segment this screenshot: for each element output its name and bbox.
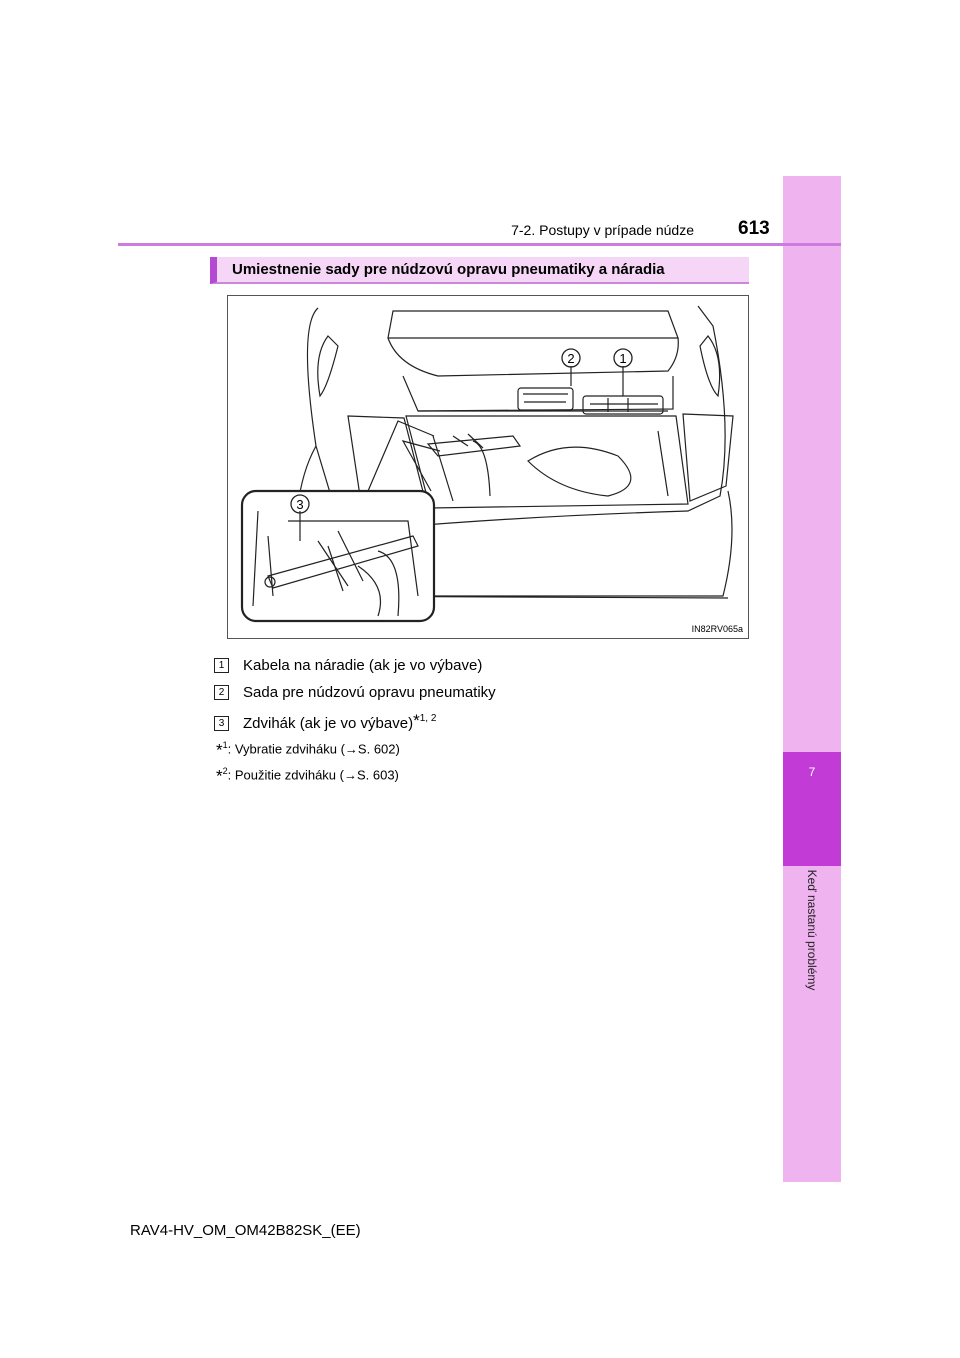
legend-item (214, 657, 482, 677)
callout-label-2: 2 (567, 351, 575, 366)
footnote-text: : Vybratie zdviháku (→S. 602) (227, 741, 400, 757)
legend-item (214, 711, 436, 731)
footnote-star: * (216, 740, 223, 760)
legend-text: Sada pre núdzovú opravu pneumatiky (243, 684, 496, 701)
legend-number: 2 (214, 685, 229, 700)
footnote (216, 766, 399, 786)
section-header: 7-2. Postupy v prípade núdze (511, 222, 694, 238)
legend-text: Kabela na náradie (ak je vo výbave) (243, 657, 483, 674)
trunk-drawing (228, 296, 748, 638)
footnote-number: 2 (222, 766, 228, 776)
callout-label-3: 3 (296, 497, 304, 512)
page-number: 613 (738, 218, 770, 239)
chapter-title: Keď nastanú problémy (805, 869, 819, 991)
section-heading-bar (210, 257, 749, 284)
figure-code: IN82RV065a (691, 624, 743, 634)
legend-item (214, 684, 496, 704)
callout-label-1: 1 (619, 351, 627, 366)
header-rule (118, 243, 841, 246)
legend-number: 1 (214, 658, 229, 673)
footnote-star: * (216, 766, 223, 786)
section-heading: Umiestnenie sady pre núdzovú opravu pneumatiky a náradia (232, 261, 665, 278)
footnote-text: : Použitie zdviháku (→S. 603) (227, 767, 399, 783)
footnote-star: * (413, 711, 420, 730)
chapter-side-tab (783, 176, 841, 1182)
footnote-ref: 1, 2 (419, 713, 437, 724)
legend-text: Zdvihák (ak je vo výbave) (243, 715, 414, 732)
footnote (216, 740, 400, 760)
trunk-illustration (227, 295, 749, 639)
legend-number: 3 (214, 716, 229, 731)
manual-code: RAV4-HV_OM_OM42B82SK_(EE) (130, 1222, 361, 1239)
chapter-number: 7 (808, 765, 816, 779)
footnote-number: 1 (222, 740, 228, 750)
